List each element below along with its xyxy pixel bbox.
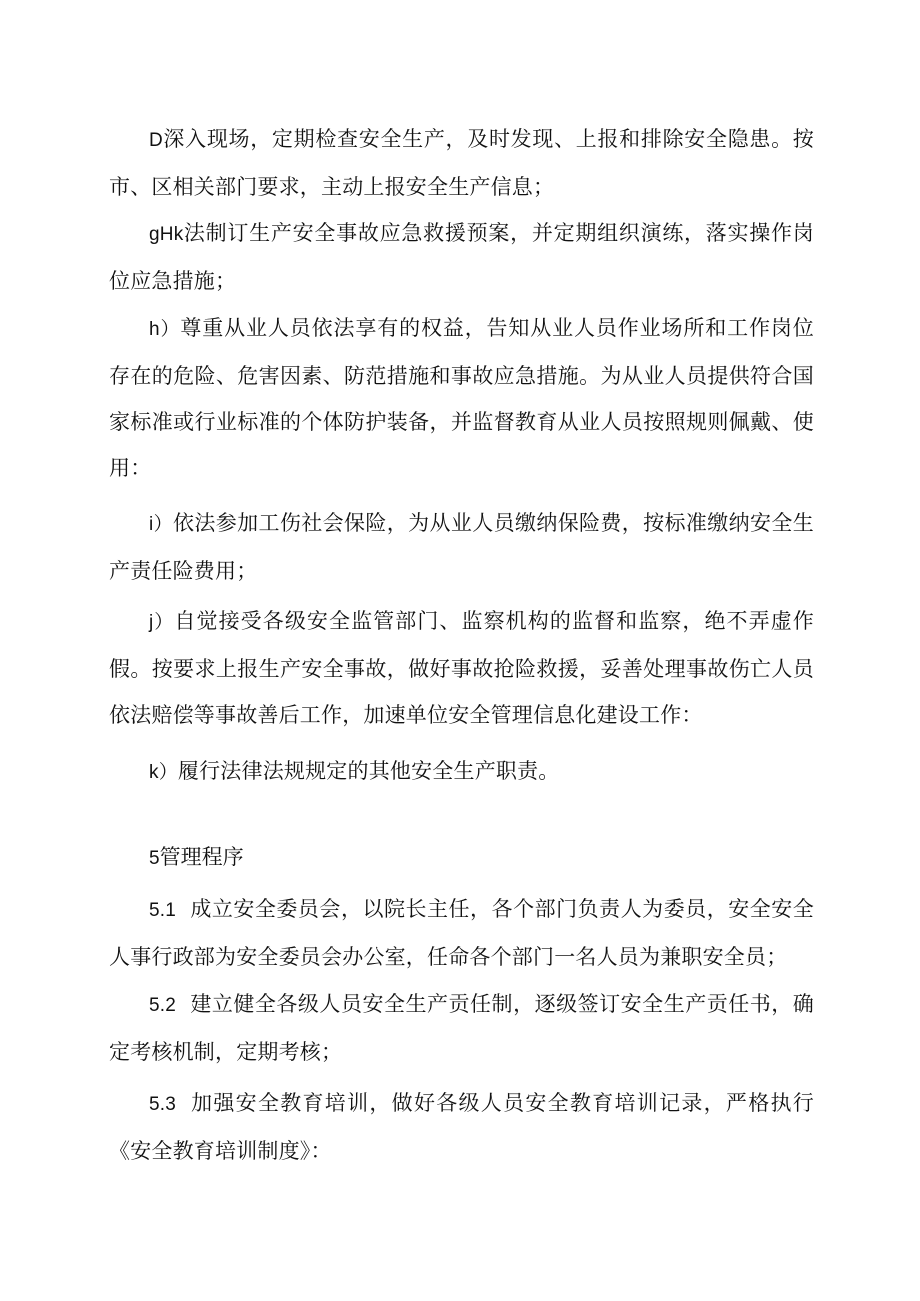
item-marker: j） (149, 612, 175, 633)
item-marker: gHk (149, 224, 184, 245)
item-text: 依法参加工伤社会保险，为从业人员缴纳保险费，按标准缴纳安全生产责任险费用； (109, 511, 814, 583)
item-text: 履行法律法规规定的其他安全生产职责。 (177, 759, 560, 783)
list-item-d (109, 116, 814, 210)
clause-text: 成立安全委员会，以院长主任，各个部门负责人为委员，安全安全人事行政部为安全委员会办公室，任命各个部门一名人员为兼职安全员； (109, 897, 814, 969)
item-marker: D (149, 130, 163, 151)
item-marker: h） (149, 319, 181, 340)
clause-number: 5.1 (149, 900, 177, 921)
clause-number: 5.3 (149, 1094, 177, 1115)
section-title: 管理程序 (159, 845, 244, 869)
list-item-k (109, 748, 814, 796)
section-heading (149, 834, 244, 882)
section-number: 5 (149, 848, 160, 869)
item-text: 自觉接受各级安全监管部门、监察机构的监督和监察，绝不弄虚作假。按要求上报生产安全事故，做好事故抢险救援，妥善处理事故伤亡人员依法赔偿等事故善后工作，加速单位安全管理信息化建设工作： (109, 609, 814, 727)
clause-5-3 (109, 1080, 814, 1174)
list-item-h (109, 305, 814, 491)
clause-text: 加强安全教育培训，做好各级人员安全教育培训记录，严格执行《安全教育培训制度》： (109, 1091, 814, 1163)
item-text: 深入现场，定期检查安全生产，及时发现、上报和排除安全隐患。按市、区相关部门要求，主动上报安全生产信息； (109, 127, 814, 199)
item-text: 法制订生产安全事故应急救援预案，并定期组织演练，落实操作岗位应急措施； (109, 221, 814, 293)
list-item-j (109, 598, 814, 738)
item-marker: i） (149, 514, 173, 535)
clause-text: 建立健全各级人员安全生产贡任制，逐级签订安全生产贡任书，确定考核机制，定期考核； (109, 992, 814, 1064)
clause-number: 5.2 (149, 995, 177, 1016)
clause-5-2 (109, 981, 814, 1075)
item-text: 尊重从业人员依法享有的权益，告知从业人员作业场所和工作岗位存在的危险、危害因素、防范措施和事故应急措施。为从业人员提供符合国家标准或行业标准的个体防护装备，并监督教育从业人员按照规则佩戴、使用： (109, 316, 814, 480)
clause-5-1 (109, 886, 814, 980)
list-item-g (109, 210, 814, 304)
item-marker: k） (149, 762, 178, 783)
list-item-i (109, 500, 814, 594)
